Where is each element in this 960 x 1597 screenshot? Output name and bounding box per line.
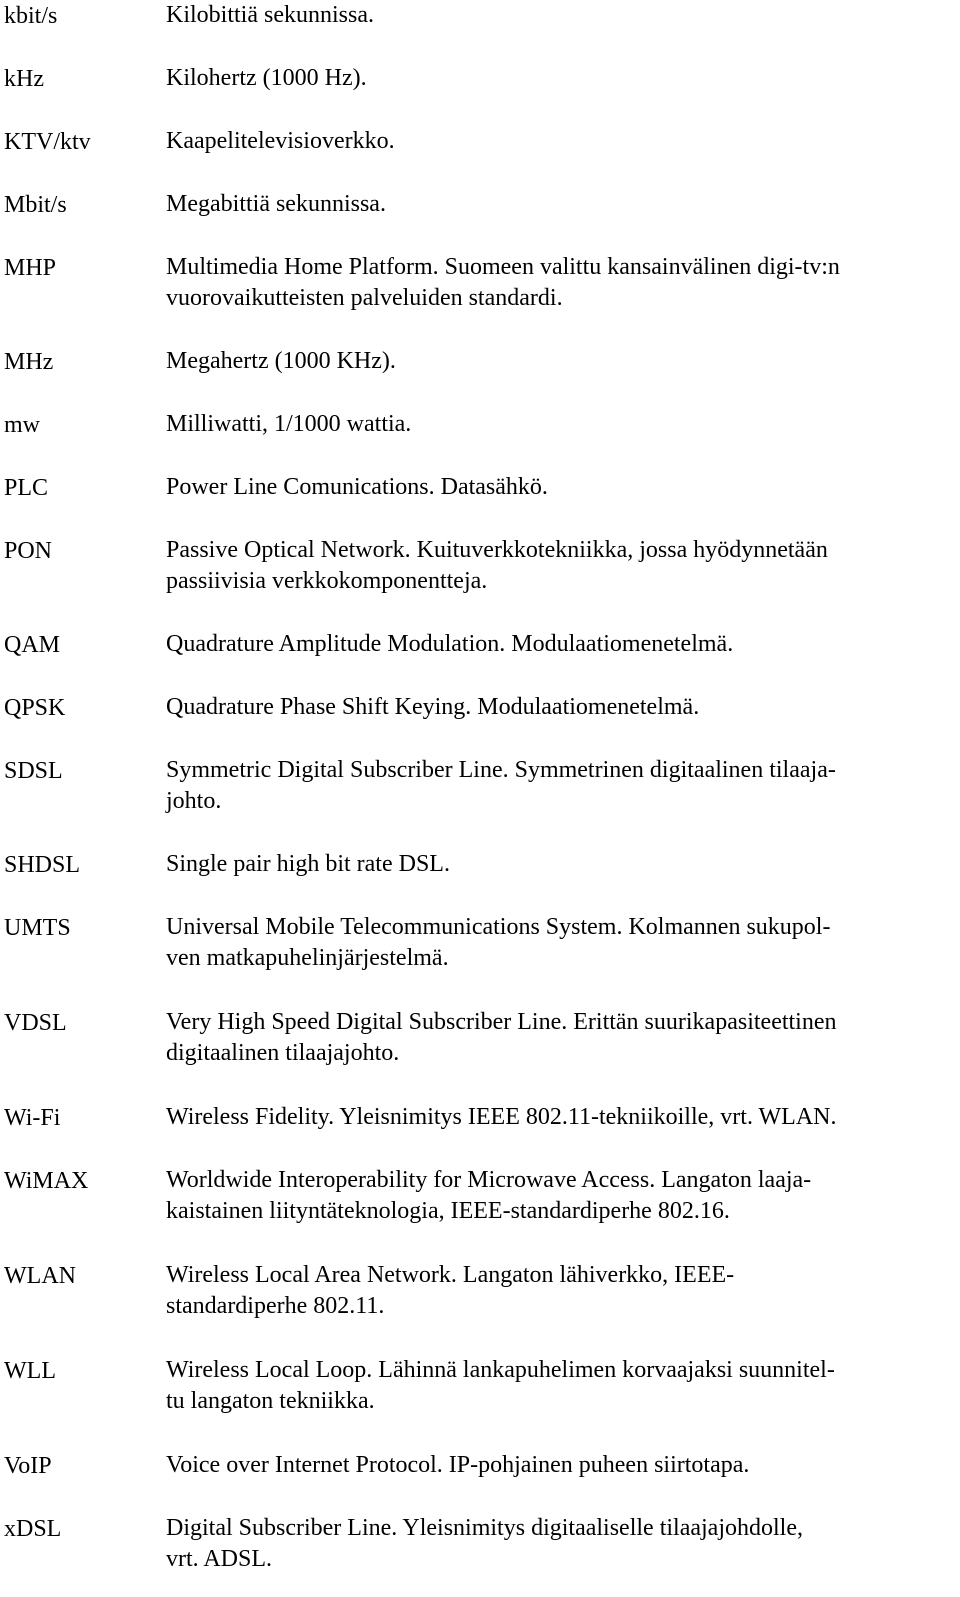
glossary-definition <box>166 1513 956 1575</box>
glossary-term: SHDSL <box>4 852 81 878</box>
definition-line: Kaapelitelevisioverkko. <box>166 128 395 154</box>
glossary-term: kbit/s <box>4 3 58 29</box>
glossary-definition <box>166 535 956 597</box>
glossary-term: MHP <box>4 255 57 281</box>
glossary-term: MHz <box>4 349 54 375</box>
glossary-definition <box>166 126 956 157</box>
glossary-definition <box>166 1355 956 1417</box>
glossary-term: PON <box>4 538 53 564</box>
glossary-term: WLAN <box>4 1263 76 1289</box>
glossary-term: WiMAX <box>4 1168 89 1194</box>
glossary-definition <box>166 1450 956 1481</box>
glossary-definition <box>166 252 956 314</box>
definition-line: Kilobittiä sekunnissa. <box>166 2 374 28</box>
glossary-term: Mbit/s <box>4 192 67 218</box>
definition-line: Kilohertz (1000 Hz). <box>166 65 367 91</box>
glossary-definition <box>166 849 956 880</box>
glossary-term: VDSL <box>4 1010 67 1036</box>
glossary-definition <box>166 692 956 723</box>
definition-line: Wireless Local Area Network. Langaton lähiverkko, IEEE- <box>166 1262 735 1288</box>
definition-line: digitaalinen tilaajajohto. <box>166 1040 400 1066</box>
glossary-term: Wi-Fi <box>4 1105 61 1131</box>
glossary-term: PLC <box>4 475 49 501</box>
definition-line: Multimedia Home Platform. Suomeen valittu kansainvälinen digi-tv:n <box>166 254 840 280</box>
definition-line: johto. <box>166 788 222 814</box>
definition-line: Power Line Comunications. Datasähkö. <box>166 474 548 500</box>
definition-line: passiivisia verkkokomponentteja. <box>166 568 488 594</box>
definition-line: Quadrature Amplitude Modulation. Modulaatiomenetelmä. <box>166 631 734 657</box>
glossary-term: WLL <box>4 1358 56 1384</box>
glossary-term: SDSL <box>4 758 63 784</box>
glossary-term: UMTS <box>4 915 71 941</box>
glossary-definition <box>166 346 956 377</box>
definition-line: Very High Speed Digital Subscriber Line. Erittän suurikapasiteettinen <box>166 1009 837 1035</box>
glossary-term: QPSK <box>4 695 66 721</box>
definition-line: vuorovaikutteisten palveluiden standardi. <box>166 285 563 311</box>
glossary-definition <box>166 0 956 31</box>
glossary-definition <box>166 1007 956 1069</box>
glossary-term: xDSL <box>4 1516 62 1542</box>
definition-line: vrt. ADSL. <box>166 1546 273 1572</box>
definition-line: Milliwatti, 1/1000 wattia. <box>166 411 412 437</box>
glossary-definition <box>166 629 956 660</box>
glossary-definition <box>166 1102 956 1133</box>
definition-line: Wireless Local Loop. Lähinnä lankapuhelimen korvaajaksi suunnitel- <box>166 1357 835 1383</box>
glossary-definition <box>166 409 956 440</box>
definition-line: Passive Optical Network. Kuituverkkotekniikka, jossa hyödynnetään <box>166 537 828 563</box>
glossary-term: VoIP <box>4 1453 52 1479</box>
glossary-term: QAM <box>4 632 61 658</box>
definition-line: Megahertz (1000 KHz). <box>166 348 396 374</box>
definition-line: Worldwide Interoperability for Microwave Access. Langaton laaja- <box>166 1167 812 1193</box>
definition-line: Universal Mobile Telecommunications System. Kolmannen sukupol- <box>166 914 831 940</box>
definition-line: Digital Subscriber Line. Yleisnimitys digitaaliselle tilaajajohdolle, <box>166 1515 803 1541</box>
glossary-term: mw <box>4 412 40 438</box>
glossary-definition <box>166 472 956 503</box>
definition-line: Voice over Internet Protocol. IP-pohjainen puheen siirtotapa. <box>166 1452 750 1478</box>
definition-line: ven matkapuhelinjärjestelmä. <box>166 945 449 971</box>
glossary-term: kHz <box>4 66 44 92</box>
definition-line: standardiperhe 802.11. <box>166 1293 385 1319</box>
definition-line: kaistainen liityntäteknologia, IEEE-standardiperhe 802.16. <box>166 1198 730 1224</box>
glossary-definition <box>166 755 956 817</box>
glossary-definition <box>166 189 956 220</box>
glossary-definition <box>166 1260 956 1322</box>
glossary-definition <box>166 912 956 974</box>
definition-line: Megabittiä sekunnissa. <box>166 191 386 217</box>
definition-line: Symmetric Digital Subscriber Line. Symmetrinen digitaalinen tilaaja- <box>166 757 836 783</box>
glossary-term: KTV/ktv <box>4 129 91 155</box>
definition-line: Quadrature Phase Shift Keying. Modulaatiomenetelmä. <box>166 694 700 720</box>
glossary-definition <box>166 1165 956 1227</box>
definition-line: Wireless Fidelity. Yleisnimitys IEEE 802.11-tekniikoille, vrt. WLAN. <box>166 1104 837 1130</box>
definition-line: tu langaton tekniikka. <box>166 1388 375 1414</box>
definition-line: Single pair high bit rate DSL. <box>166 851 450 877</box>
glossary-definition <box>166 63 956 94</box>
